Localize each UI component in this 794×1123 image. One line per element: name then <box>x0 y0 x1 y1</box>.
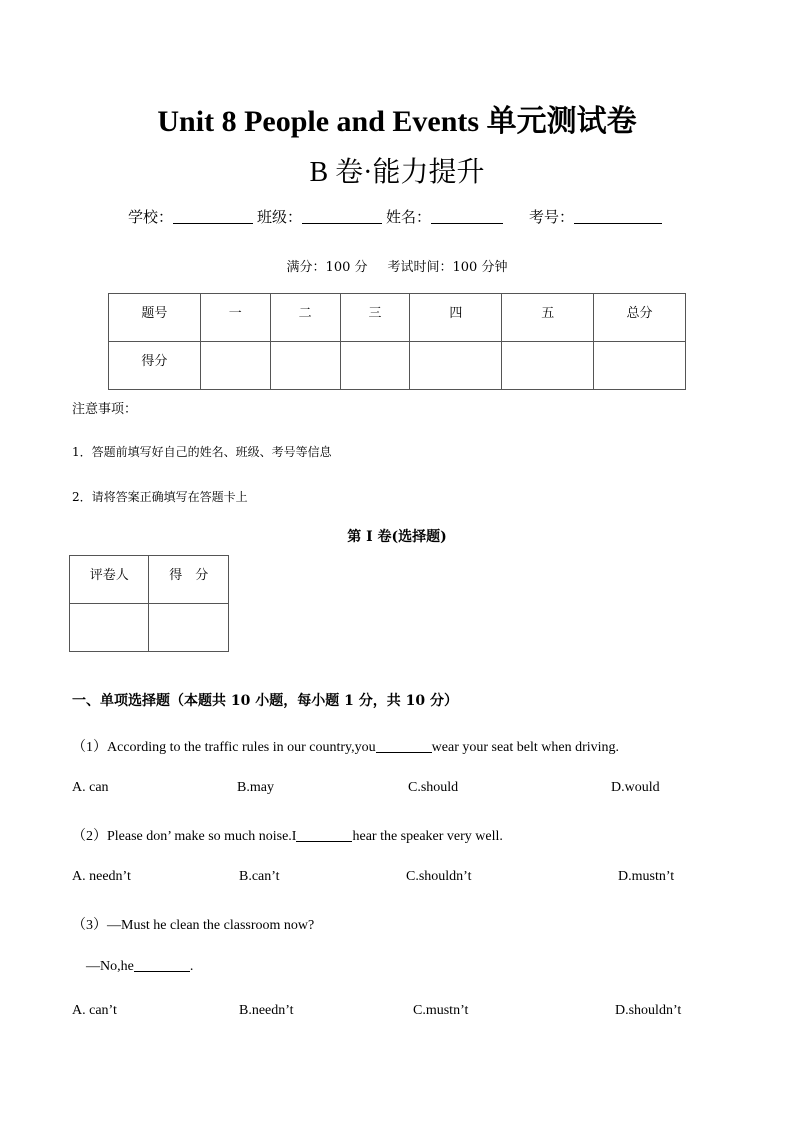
score-row-label: 得分 <box>109 342 201 390</box>
question-1-stem <box>72 736 619 756</box>
grader-header-cell: 得 分 <box>149 556 229 604</box>
score-header-cell: 五 <box>502 294 594 342</box>
option[interactable]: B.may <box>237 780 274 795</box>
question-stem-text: （2）Please don’ make so much noise.I <box>72 829 297 844</box>
question-stem-text: —No,he <box>86 959 134 974</box>
note-item: 1．答题前填写好自己的姓名、班级、考号等信息 <box>72 445 332 459</box>
answer-blank <box>134 959 190 972</box>
option[interactable]: B.can’t <box>239 869 280 884</box>
section-title: 一、单项选择题（本题共 10 小题，每小题 1 分，共 10 分） <box>72 693 458 709</box>
school-blank <box>173 209 253 224</box>
school-label: 学校： <box>128 208 174 226</box>
score-table-score-row <box>109 342 686 390</box>
option[interactable]: D.mustn’t <box>618 869 675 884</box>
grader-cell[interactable] <box>149 604 229 652</box>
notes-heading: 注意事项： <box>72 402 138 417</box>
question-3-answer-line <box>86 959 193 975</box>
exam-number-blank <box>574 209 662 224</box>
score-header-cell: 四 <box>410 294 502 342</box>
name-field <box>386 206 503 227</box>
score-cell[interactable] <box>200 342 270 390</box>
school-field <box>128 206 253 227</box>
score-table-header-row <box>109 294 686 342</box>
exam-time: 考试时间：100 分钟 <box>387 260 508 275</box>
option[interactable]: D.would <box>611 780 660 795</box>
name-blank <box>431 209 503 224</box>
exam-title: Unit 8 People and Events 单元测试卷 <box>157 105 637 138</box>
score-header-cell: 二 <box>270 294 340 342</box>
question-stem-text: hear the speaker very well. <box>352 829 503 844</box>
option[interactable]: C.shouldn’t <box>406 869 472 884</box>
score-info <box>0 256 794 275</box>
note-item: 2．请将答案正确填写在答题卡上 <box>72 490 248 504</box>
question-2-stem <box>72 825 503 845</box>
question-stem-text: . <box>189 959 194 974</box>
option[interactable]: A. can’t <box>72 1003 117 1018</box>
score-header-cell: 总分 <box>594 294 686 342</box>
grader-header-row <box>70 556 229 604</box>
class-blank <box>302 209 382 224</box>
option[interactable]: A. needn’t <box>72 869 131 884</box>
class-label: 班级： <box>257 208 303 226</box>
exam-number-field <box>529 206 662 227</box>
grader-value-row <box>70 604 229 652</box>
option[interactable]: D.shouldn’t <box>615 1003 682 1018</box>
answer-blank <box>376 740 432 753</box>
exam-number-label: 考号： <box>529 208 575 226</box>
score-cell[interactable] <box>594 342 686 390</box>
class-field <box>257 206 382 227</box>
score-header-cell: 三 <box>340 294 410 342</box>
name-label: 姓名： <box>386 208 432 226</box>
question-stem-text: wear your seat belt when driving. <box>431 740 620 755</box>
option[interactable]: C.mustn’t <box>413 1003 469 1018</box>
score-cell[interactable] <box>340 342 410 390</box>
grader-cell[interactable] <box>70 604 149 652</box>
question-3-stem: （3）—Must he clean the classroom now? <box>72 918 315 933</box>
exam-subtitle: B 卷·能力提升 <box>309 157 485 188</box>
score-cell[interactable] <box>270 342 340 390</box>
score-header-cell: 一 <box>200 294 270 342</box>
grader-table <box>69 555 229 652</box>
score-header-cell: 题号 <box>109 294 201 342</box>
option[interactable]: A. can <box>72 780 109 795</box>
score-cell[interactable] <box>410 342 502 390</box>
question-stem-text: （1）According to the traffic rules in our country,you <box>72 740 376 755</box>
score-cell[interactable] <box>502 342 594 390</box>
option[interactable]: C.should <box>408 780 459 795</box>
score-table <box>108 293 686 390</box>
part-title: 第 I 卷(选择题) <box>347 529 447 545</box>
answer-blank <box>296 829 352 842</box>
full-score: 满分：100 分 <box>286 260 368 275</box>
option[interactable]: B.needn’t <box>239 1003 294 1018</box>
grader-header-cell: 评卷人 <box>70 556 149 604</box>
